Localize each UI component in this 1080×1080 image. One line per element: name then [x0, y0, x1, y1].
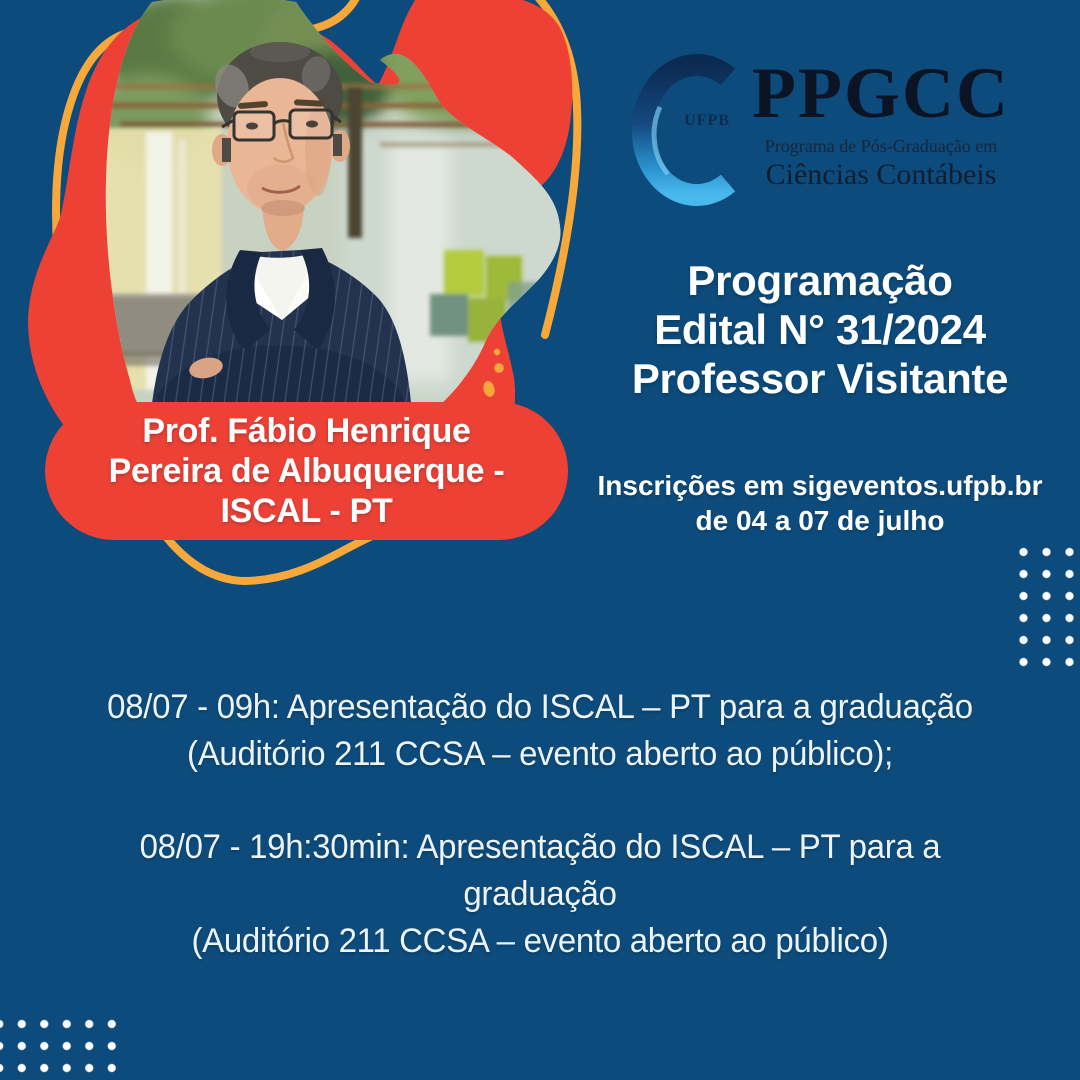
title-line-3: Professor Visitante — [631, 355, 1009, 402]
speaker-name-line: Pereira de Albuquerque - — [108, 452, 505, 490]
logo-subtitle-2: Ciências Contábeis — [765, 158, 997, 191]
schedule-line: 08/07 - 19h:30min: Apresentação do ISCAL – PT para a — [139, 828, 941, 866]
decorative-dots-right — [1012, 541, 1080, 673]
schedule-event-2 — [16, 824, 1064, 965]
hero-artwork — [0, 0, 620, 640]
speaker-name-badge — [45, 402, 568, 540]
speaker-name-line: Prof. Fábio Henrique — [142, 412, 471, 450]
ufpb-label: UFPB — [684, 112, 730, 129]
decorative-dots-bottom-left — [0, 1013, 124, 1080]
schedule-line: 08/07 - 09h: Apresentação do ISCAL – PT para a graduação — [107, 688, 973, 726]
registration-line-1: Inscrições em sigeventos.ufpb.br — [597, 470, 1043, 501]
event-title — [570, 256, 1070, 403]
schedule-line: (Auditório 211 CCSA – evento aberto ao público); — [187, 735, 893, 773]
schedule-line: (Auditório 211 CCSA – evento aberto ao público) — [191, 922, 889, 960]
schedule-line: graduação — [463, 875, 617, 913]
title-line-2: Edital N° 31/2024 — [654, 306, 986, 353]
ppgcc-logo — [746, 53, 1016, 191]
title-line-1: Programação — [687, 257, 953, 304]
speaker-name-line: ISCAL - PT — [220, 492, 393, 530]
schedule-event-1 — [16, 684, 1064, 778]
schedule-section — [16, 684, 1064, 965]
registration-line-2: de 04 a 07 de julho — [695, 505, 945, 536]
registration-info — [570, 468, 1070, 538]
logo-acronym: PPGCC — [752, 53, 1010, 133]
logo-subtitle-1: Programa de Pós-Graduação em — [764, 136, 998, 156]
